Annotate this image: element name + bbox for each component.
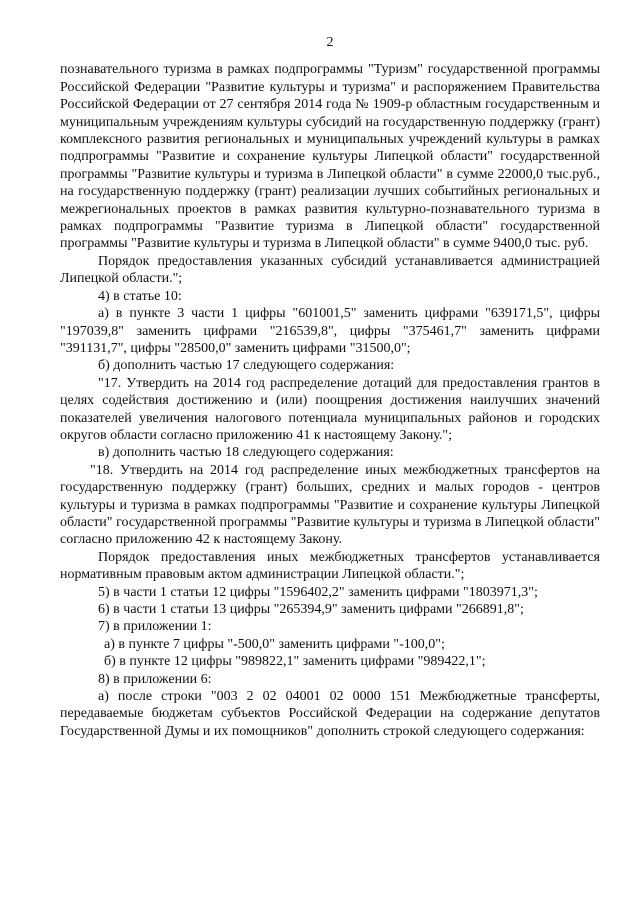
paragraph-subsidy-procedure: Порядок предоставления указанных субсидий устанавливается администрацией Липецкой области."; — [60, 253, 600, 287]
paragraph-appendix-1: 7) в приложении 1: — [98, 619, 212, 635]
paragraph-appendix-1-b: б) в пункте 12 цифры "989822,1" заменить цифрами "989422,1"; — [104, 654, 486, 670]
paragraph-appendix-6: 8) в приложении 6: — [98, 671, 212, 687]
paragraph-article-10-c: в) дополнить частью 18 следующего содержания: — [98, 445, 394, 461]
paragraph-appendix-6-a: а) после строки "003 2 02 04001 02 0000 151 Межбюджетные трансферты, передаваемые бюджетам субъектов Российской Федерации на содержание депутатов Государственной Думы и их помощников" дополнить строкой следующего содержания: — [60, 689, 600, 739]
paragraph-part-18: "18. Утвердить на 2014 год распределение иных межбюджетных трансфертов на государственную поддержку (грант) больших, средних и малых городов - центров культуры и туризма в рамках подпрограммы "Развитие и сохранение культуры Липецкой области" государственной программы "Развитие культуры и туризма в Липецкой области" согласно приложению 42 к настоящему Закону. — [60, 462, 600, 548]
paragraph-article-13: 6) в части 1 статьи 13 цифры "265394,9" заменить цифрами "266891,8"; — [98, 602, 524, 617]
paragraph-article-10: 4) в статье 10: — [98, 288, 182, 304]
paragraph-appendix-1-a: а) в пункте 7 цифры "-500,0" заменить цифрами "-100,0"; — [104, 636, 445, 652]
paragraph-part-17: "17. Утвердить на 2014 год распределение дотаций для предоставления грантов в целях содействия достижению и (или) поощрения достижения наилучших значений показателей увеличения налогового потенциала муниципальных районов и городских округов области согласно приложению 41 к настоящему Закону."; — [60, 375, 600, 443]
paragraph-article-10-b: б) дополнить частью 17 следующего содержания: — [98, 358, 395, 374]
paragraph-article-10-a: а) в пункте 3 части 1 цифры "601001,5" заменить цифрами "639171,5", цифры "197039,8" заменить цифрами "216539,8", цифры "375461,7" заменить цифрами "391131,7", цифры "28500,0" заменить цифрами "31500,0"; — [60, 306, 600, 356]
page-number: 2 — [326, 35, 334, 50]
paragraph-transfer-procedure: Порядок предоставления иных межбюджетных трансфертов устанавливается нормативным правовым актом администрации Липецкой области."; — [60, 549, 600, 583]
paragraph-article-12: 5) в части 1 статьи 12 цифры "1596402,2" заменить цифрами "1803971,3"; — [98, 584, 538, 600]
paragraph-subsidies: познавательного туризма в рамках подпрограммы "Туризм" государственной программы Российской Федерации "Развитие культуры и туризма" и распоряжением Правительства Российской Федерации от 27 сентября 2014 года № 1909-р областным государственным и муниципальным учреждениям культуры субсидий на государственную поддержку (грант) комплексного развития региональных и муниципальных учреждений культуры в рамках подпрограммы "Развитие и сохранение культуры Липецкой области" государственной программы "Развитие культуры и туризма в Липецкой области" в сумме 22000,0 тыс.руб., на государственную поддержку (грант) реализации лучших событийных региональных и межрегиональных проектов в рамках развития культурно-познавательного туризма в рамках подпрограммы "Развитие туризма в Липецкой области" государственной программы "Развитие культуры и туризма в Липецкой области" в сумме 9400,0 тыс. руб. — [60, 62, 600, 252]
